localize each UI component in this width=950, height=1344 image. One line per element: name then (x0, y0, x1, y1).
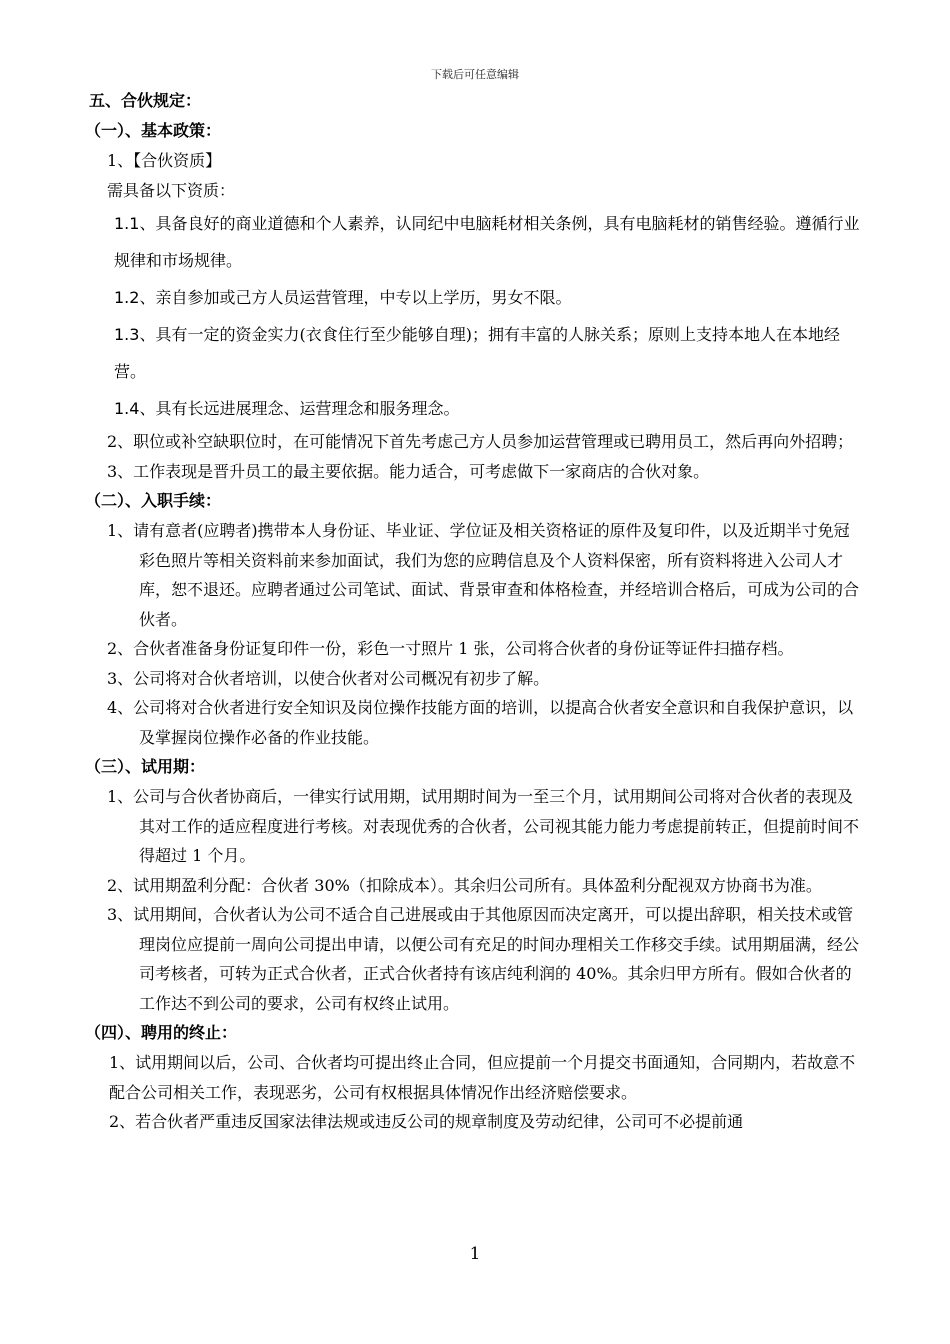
section-heading-4: （四）、聘用的终止： (85, 1023, 238, 1042)
qualification-1-2 (89, 279, 862, 316)
policy-item-2: 2、职位或补空缺职位时，在可能情况下首先考虑己方人员参加运营管理或已聘用员工，然后再向外招聘； (107, 432, 854, 451)
item-text: 、具备良好的商业道德和个人素养，认同纪中电脑耗材相关条例，具有电脑耗材的销售经验。遵循行业规律和市场规律。 (114, 214, 860, 270)
item-text: 、具有一定的资金实力(衣食住行至少能够自理)；拥有丰富的人脉关系；原则上支持本地人在本地经营。 (114, 325, 840, 381)
item-number: 1.4 (114, 399, 140, 418)
page-header: 下载后可任意编辑 (431, 68, 519, 81)
item-number: 1.3 (114, 325, 140, 344)
item-number: 1.1 (114, 214, 140, 233)
termination-item: 2、若合伙者严重违反国家法律法规或违反公司的规章制度及劳动纪律，公司可不必提前通 (109, 1112, 744, 1131)
section-heading-1: （一）、基本政策： (85, 121, 222, 140)
section-heading-3: （三）、试用期： (85, 757, 206, 776)
qualification-1-3 (89, 316, 862, 390)
item-number: 1.2 (114, 288, 140, 307)
onboarding-item: 4、公司将对合伙者进行安全知识及岗位操作技能方面的培训，以提高合伙者安全意识和自我保护意识，以及掌握岗位操作必备的作业技能。 (107, 698, 854, 747)
qualification-1-1 (89, 205, 862, 279)
item-text: 、亲自参加或己方人员运营管理，中专以上学历，男女不限。 (139, 288, 572, 307)
policy-item-3: 3、工作表现是晋升员工的最主要依据。能力适合，可考虑做下一家商店的合伙对象。 (107, 461, 710, 481)
onboarding-item: 2、合伙者准备身份证复印件一份，彩色一寸照片 1 张，公司将合伙者的身份证等证件扫描存档。 (107, 639, 794, 658)
onboarding-item: 1、请有意者(应聘者)携带本人身份证、毕业证、学位证及相关资格证的原件及复印件，以及近期半寸免冠彩色照片等相关资料前来参加面试，我们为您的应聘信息及个人资料保密，所有资料将进入公司人才库，恕不退还。应聘者通过公司笔试、面试、背景审查和体格检查，并经培训合格后，可成为公司的合伙者。 (107, 521, 860, 629)
item-text: 、具有长远进展理念、运营理念和服务理念。 (139, 399, 460, 418)
subheading-qualification: 1、【合伙资质】 (107, 151, 222, 170)
onboarding-item: 3、公司将对合伙者培训，以使合伙者对公司概况有初步了解。 (107, 668, 550, 688)
probation-item: 2、试用期盈利分配：合伙者 30%（扣除成本）。其余归公司所有。具体盈利分配视双方协商书为准。 (107, 875, 822, 895)
section-title: 五、合伙规定： (89, 91, 202, 110)
termination-item: 1、试用期间以后，公司、合伙者均可提出终止合同，但应提前一个月提交书面通知，合同期内，若故意不配合公司相关工作，表现恶劣，公司有权根据具体情况作出经济赔偿要求。 (109, 1053, 856, 1102)
page-number: 1 (469, 1244, 481, 1264)
section-heading-2: （二）、入职手续： (85, 491, 222, 510)
probation-item: 3、试用期间，合伙者认为公司不适合自己进展或由于其他原因而决定离开，可以提出辞职，相关技术或管理岗位应提前一周向公司提出申请，以便公司有充足的时间办理相关工作移交手续。试用期届满，经公司考核者，可转为正式合伙者，正式合伙者持有该店纯利润的 40%。其余归甲方所有。假如合伙者的工作达不到公司的要求，公司有权终止试用。 (107, 905, 860, 1013)
probation-item: 1、公司与合伙者协商后，一律实行试用期，试用期时间为一至三个月，试用期间公司将对合伙者的表现及其对工作的适应程度进行考核。对表现优秀的合伙者，公司视其能力能力考虑提前转正，但提前时间不得超过 1 个月。 (107, 787, 860, 865)
document-body (85, 86, 862, 1137)
qualification-intro: 需具备以下资质： (107, 180, 236, 200)
qualification-1-4 (89, 390, 862, 427)
